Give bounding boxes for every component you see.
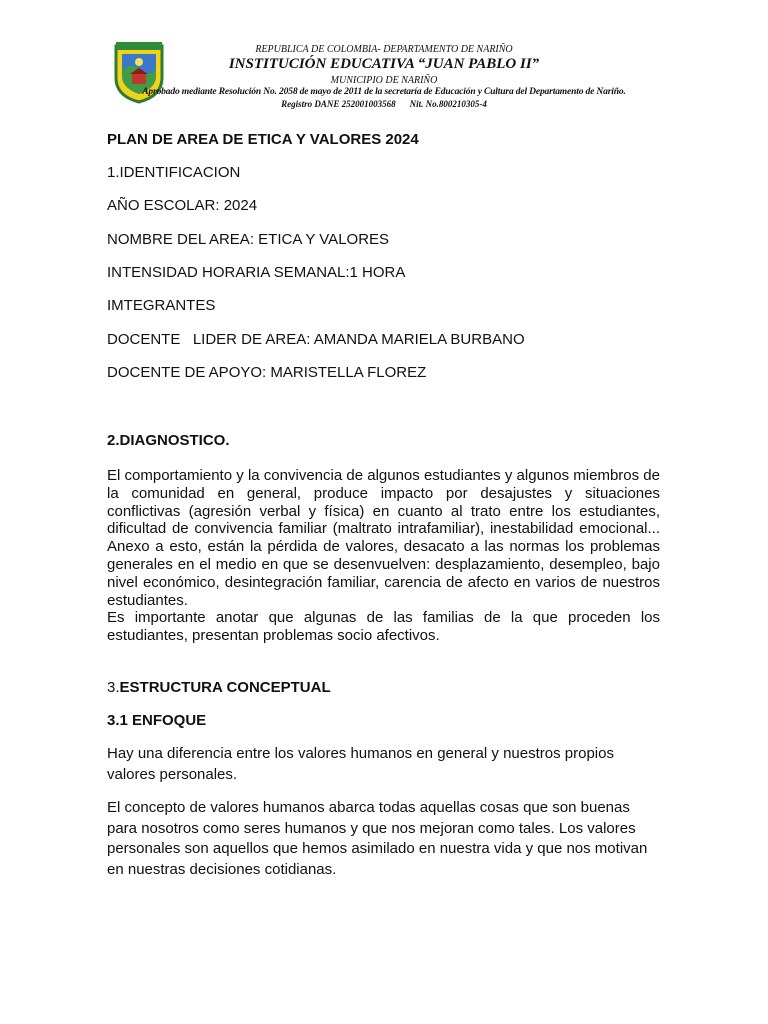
diagnostico-text-2: Es importante anotar que algunas de las familias de la que proceden los estudiantes, presentan problemas socio afectivos.: [107, 609, 660, 645]
nit-number: Nit. No.800210305-4: [409, 99, 487, 109]
letterhead-resolution: Aprobado mediante Resolución No. 2058 de mayo de 2011 de la secretaría de Educación y Cultura del Departamento de Nariño.: [142, 87, 626, 97]
area-name: NOMBRE DEL AREA: ETICA Y VALORES: [107, 231, 390, 248]
dane-registry: Registro DANE 252001003568: [281, 99, 396, 109]
section-estructura: [107, 679, 331, 697]
section-enfoque: 3.1 ENFOQUE: [107, 712, 207, 729]
enfoque-paragraph-2: El concepto de valores humanos abarca todas aquellas cosas que son buenas para nosotros como seres humanos y que nos mejoran como tales. Los valores personales son aquellos que hemos asimilado en nuestra vida y que nos motivan en nuestras decisiones cotidianas.: [107, 799, 648, 878]
section-estructura-title: ESTRUCTURA CONCEPTUAL: [119, 679, 331, 696]
letterhead-country: REPUBLICA DE COLOMBIA- DEPARTAMENTO DE NARIÑO: [255, 44, 513, 55]
school-year: AÑO ESCOLAR: 2024: [107, 197, 258, 214]
support-teacher: DOCENTE DE APOYO: MARISTELLA FLOREZ: [107, 364, 427, 381]
enfoque-paragraph-1: Hay una diferencia entre los valores humanos en general y nuestros propios valores personales.: [107, 745, 614, 783]
document-title: PLAN DE AREA DE ETICA Y VALORES 2024: [107, 131, 419, 148]
lead-teacher: DOCENTE LIDER DE AREA: AMANDA MARIELA BURBANO: [107, 331, 525, 348]
section-number: 3.: [107, 679, 120, 696]
section-identificacion: 1.IDENTIFICACION: [107, 164, 241, 181]
letterhead-municipality: MUNICIPIO DE NARIÑO: [330, 75, 438, 86]
diagnostico-text-1: El comportamiento y la convivencia de algunos estudiantes y algunos miembros de la comunidad en general, produce impacto por desajustes y situaciones conflictivas (agresión verbal y física) en cuanto al trato entre los estudiantes, dificultad de convivencia familiar (maltrato intrafamiliar), inestabilidad emocional... Anexo a esto, están la pérdida de valores, desacato a las normas los problemas generales en el medio en que se desenvuelven: desplazamiento, desempleo, bajo nivel económico, desintegración familiar, carencia de afecto en varios de nuestros estudiantes.: [107, 467, 660, 609]
members-heading: IMTEGRANTES: [107, 297, 216, 314]
letterhead-registry: [110, 99, 658, 109]
section-diagnostico: 2.DIAGNOSTICO.: [107, 432, 230, 449]
diagnostico-paragraph: [107, 467, 660, 645]
institution-name: INSTITUCIÓN EDUCATIVA “JUAN PABLO II”: [228, 56, 540, 72]
weekly-hours: INTENSIDAD HORARIA SEMANAL:1 HORA: [107, 264, 406, 281]
